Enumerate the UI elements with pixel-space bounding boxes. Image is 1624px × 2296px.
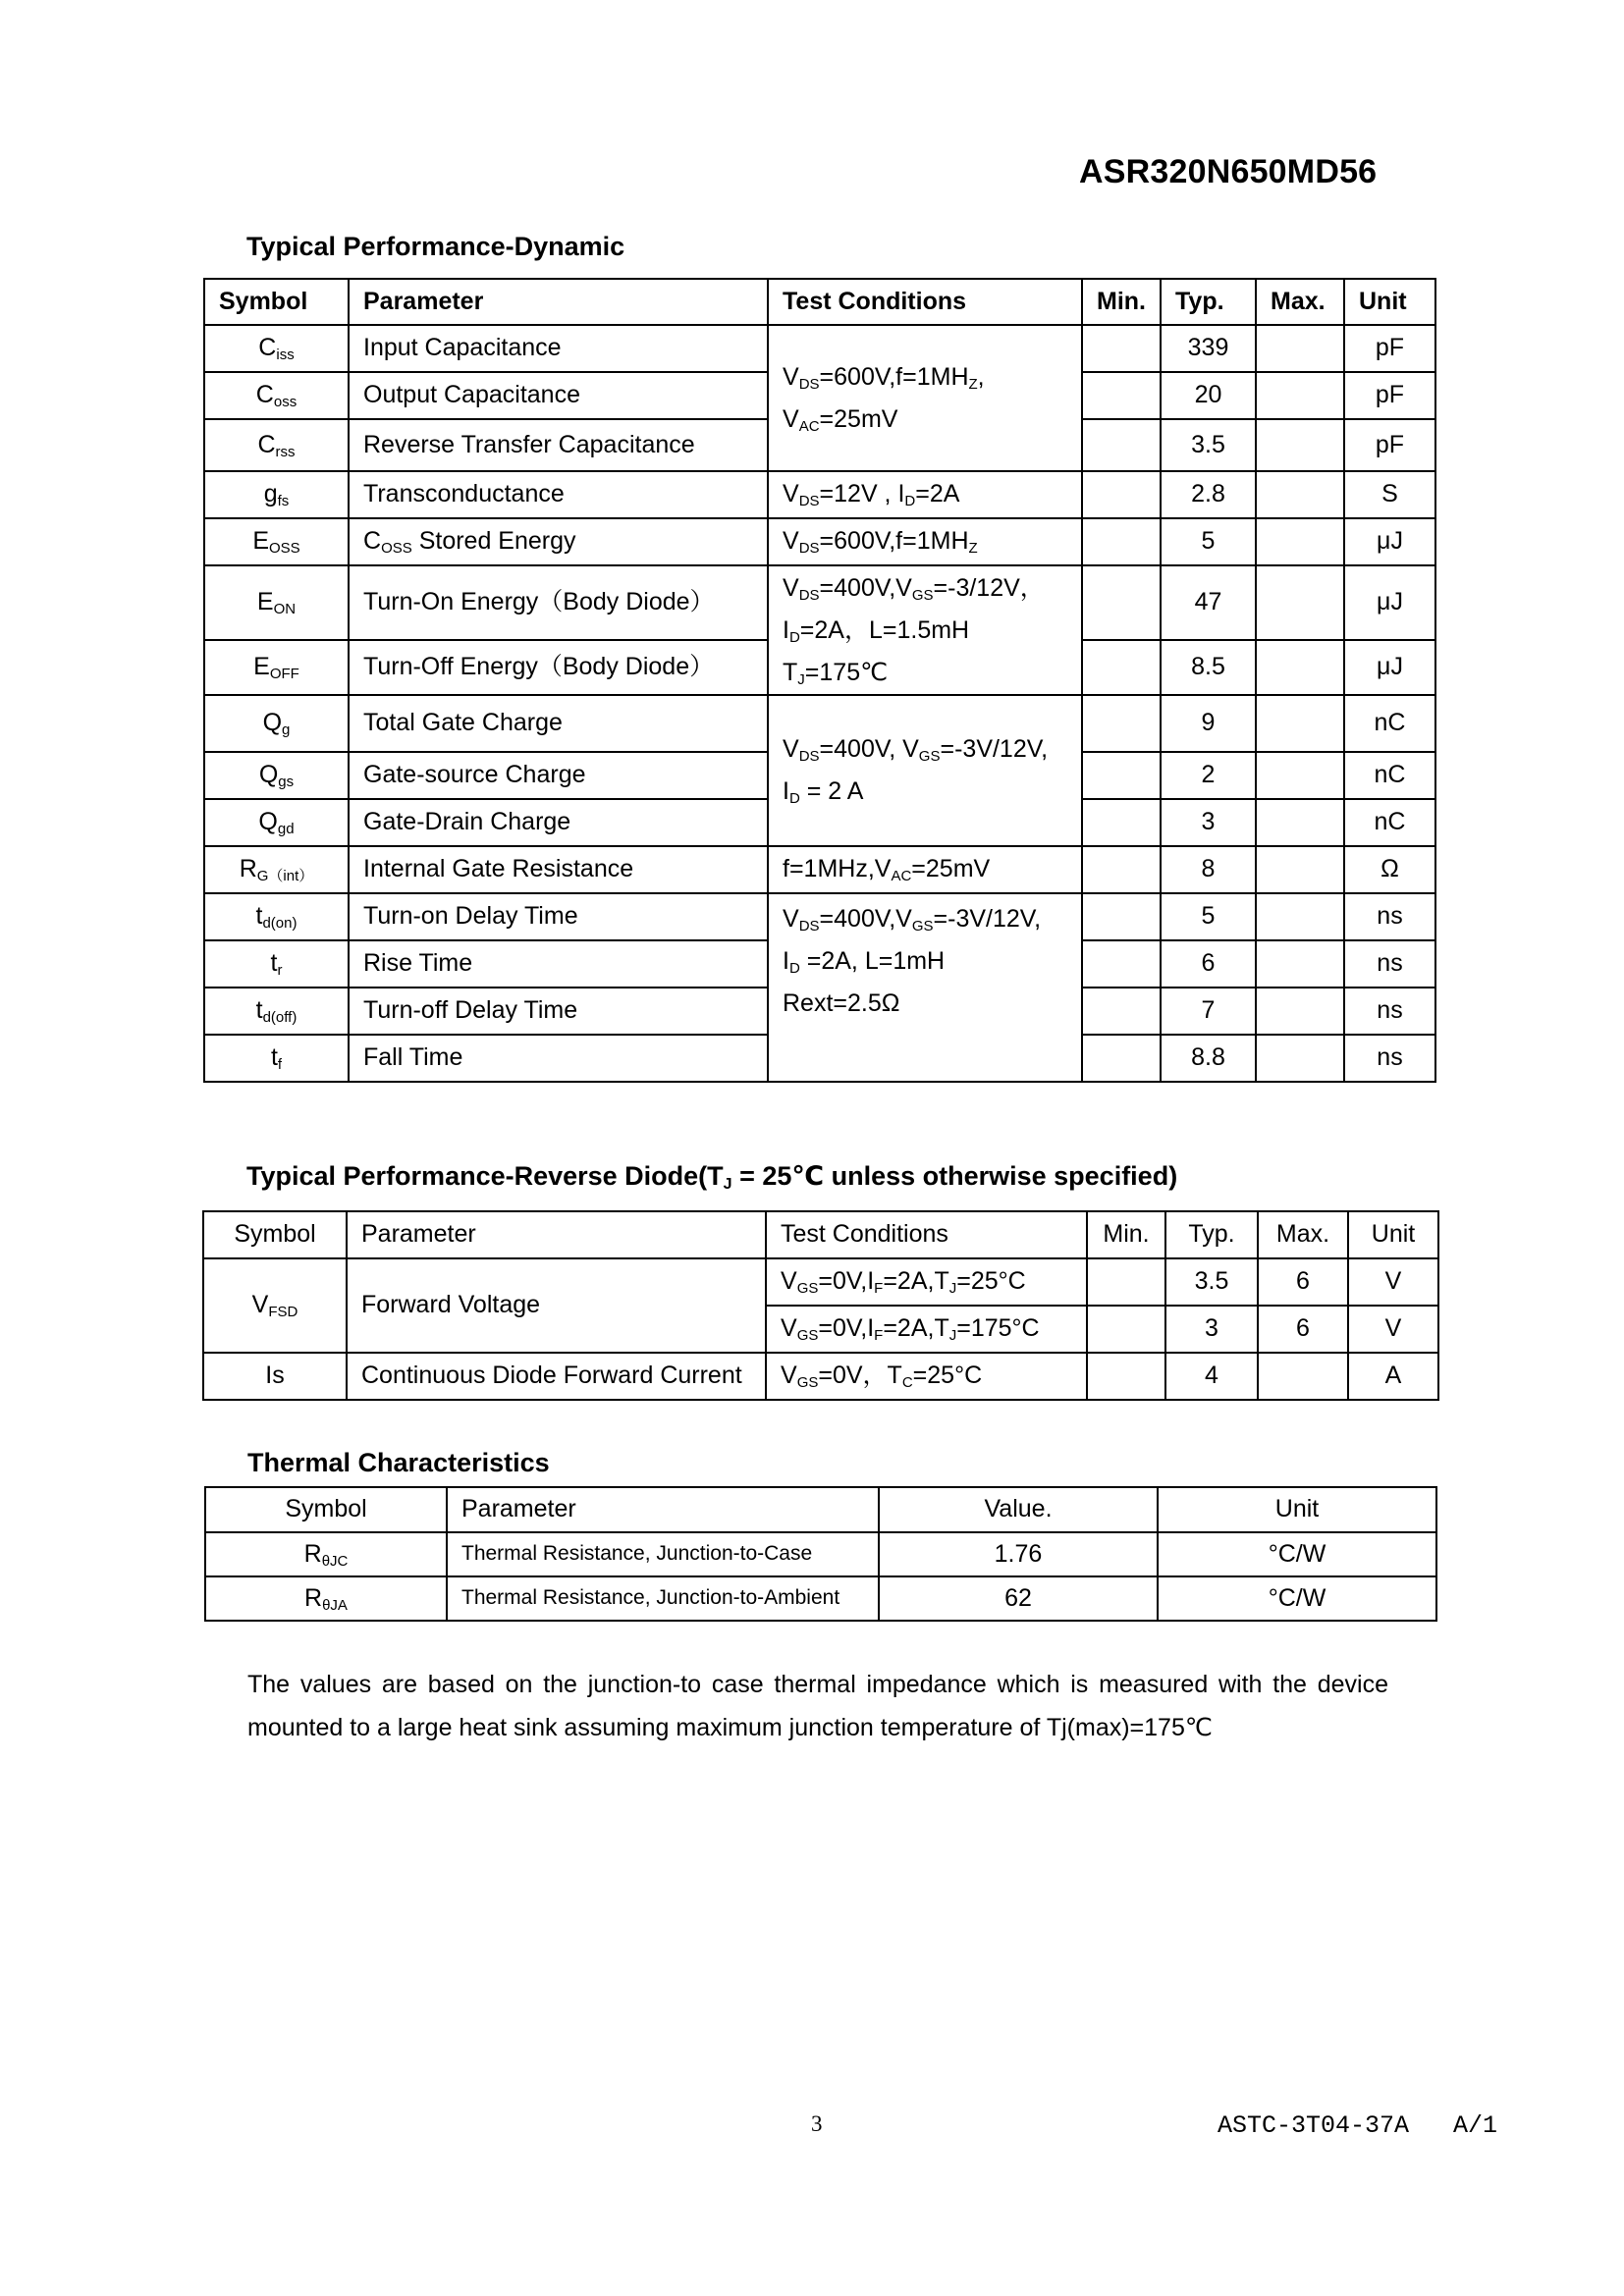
max-cell: 6 — [1258, 1306, 1348, 1353]
symbol-cell: Is — [203, 1353, 347, 1400]
test-conditions-cell: $V_{DS}=400V,V_{GS}=-3/12V$， $I_D=2A$，L=1.5mH $T_J=175℃$ — [768, 565, 1082, 695]
table-header-row — [203, 1211, 1438, 1258]
col-header: Parameter — [447, 1487, 879, 1532]
max-cell — [1256, 799, 1344, 846]
unit-cell: nC — [1344, 799, 1435, 846]
unit-cell: μJ — [1344, 518, 1435, 565]
parameter-cell: Fall Time — [349, 1035, 768, 1082]
test-conditions-cell: $V_{DS}=400V,V_{GS}=-3V/12V$, $I_D =2A$, L=1mH Rext=2.5Ω — [768, 893, 1082, 1082]
max-cell — [1256, 988, 1344, 1035]
table-header-row — [204, 279, 1435, 325]
test-conditions-cell: $V_{GS}=0V,I_F=2A,T_J=25^\circ C$ — [766, 1258, 1087, 1306]
unit-cell: pF — [1344, 372, 1435, 419]
table-row — [204, 518, 1435, 565]
typ-cell: 339 — [1161, 325, 1256, 372]
table-row — [203, 1353, 1438, 1400]
min-cell — [1082, 565, 1161, 640]
parameter-cell: $C_{OSS}$ Stored Energy — [349, 518, 768, 565]
min-cell — [1082, 988, 1161, 1035]
max-cell — [1256, 419, 1344, 471]
parameter-cell: Thermal Resistance, Junction-to-Ambient — [447, 1576, 879, 1621]
col-header: Parameter — [347, 1211, 766, 1258]
parameter-cell: Output Capacitance — [349, 372, 768, 419]
reverse-diode-table — [202, 1210, 1439, 1401]
min-cell — [1082, 799, 1161, 846]
min-cell — [1082, 695, 1161, 752]
section-title-thermal: Thermal Characteristics — [247, 1448, 550, 1477]
typ-cell: 6 — [1161, 940, 1256, 988]
test-conditions-cell: $V_{DS}=12V$ , $I_D=2A$ — [768, 471, 1082, 518]
min-cell — [1082, 640, 1161, 695]
unit-cell: nC — [1344, 752, 1435, 799]
symbol-cell: $R_{G(int)}$ — [204, 846, 349, 893]
parameter-cell: Turn-Off Energy（Body Diode） — [349, 640, 768, 695]
unit-cell: S — [1344, 471, 1435, 518]
typ-cell: 4 — [1165, 1353, 1258, 1400]
col-header: Max. — [1258, 1211, 1348, 1258]
parameter-cell: Turn-on Delay Time — [349, 893, 768, 940]
value-cell: 62 — [879, 1576, 1158, 1621]
test-conditions-cell: $V_{DS}=600V,f=1MH_Z$, $V_{AC}=25mV$ — [768, 325, 1082, 471]
thermal-note: The values are based on the junction-to case thermal impedance which is measured with the device mounted to a large heat sink assuming maximum junction temperature of Tj(max)=175℃ — [247, 1671, 1388, 1741]
min-cell — [1082, 471, 1161, 518]
parameter-cell: Input Capacitance — [349, 325, 768, 372]
max-cell — [1256, 695, 1344, 752]
table-row — [204, 325, 1435, 372]
min-cell — [1082, 846, 1161, 893]
max-cell: 6 — [1258, 1258, 1348, 1306]
unit-cell: nC — [1344, 695, 1435, 752]
test-conditions-cell: $V_{DS}=400V$, $V_{GS}=-3V/12V$, $I_D = 2$ A — [768, 695, 1082, 846]
max-cell — [1258, 1353, 1348, 1400]
table-row — [205, 1576, 1436, 1621]
col-header: Symbol — [203, 1211, 347, 1258]
symbol-cell: $Q_g$ — [204, 695, 349, 752]
parameter-cell: Thermal Resistance, Junction-to-Case — [447, 1532, 879, 1576]
col-header: Symbol — [205, 1487, 447, 1532]
min-cell — [1087, 1306, 1165, 1353]
test-conditions-cell: $V_{GS}=0V,I_F=2A,T_J=175^\circ C$ — [766, 1306, 1087, 1353]
unit-cell: Ω — [1344, 846, 1435, 893]
symbol-cell: $t_r$ — [204, 940, 349, 988]
typ-cell: 5 — [1161, 518, 1256, 565]
parameter-cell: Turn-off Delay Time — [349, 988, 768, 1035]
parameter-cell: Rise Time — [349, 940, 768, 988]
col-header: Parameter — [349, 279, 768, 325]
col-header: Test Conditions — [766, 1211, 1087, 1258]
col-header: Test Conditions — [768, 279, 1082, 325]
symbol-cell: $t_{d(on)}$ — [204, 893, 349, 940]
symbol-cell: $C_{iss}$ — [204, 325, 349, 372]
unit-cell: V — [1348, 1258, 1438, 1306]
unit-cell: μJ — [1344, 565, 1435, 640]
parameter-cell: Internal Gate Resistance — [349, 846, 768, 893]
unit-cell: pF — [1344, 419, 1435, 471]
max-cell — [1256, 565, 1344, 640]
parameter-cell: Gate-source Charge — [349, 752, 768, 799]
min-cell — [1082, 325, 1161, 372]
unit-cell: °C/W — [1158, 1576, 1436, 1621]
table-row — [204, 846, 1435, 893]
min-cell — [1082, 419, 1161, 471]
parameter-cell: Gate-Drain Charge — [349, 799, 768, 846]
test-conditions-cell: $V_{DS}=600V,f=1MH_Z$ — [768, 518, 1082, 565]
typ-cell: 8 — [1161, 846, 1256, 893]
max-cell — [1256, 518, 1344, 565]
part-number-title: ASR320N650MD56 — [1079, 153, 1378, 190]
typ-cell: 8.5 — [1161, 640, 1256, 695]
symbol-cell: $E_{ON}$ — [204, 565, 349, 640]
min-cell — [1082, 893, 1161, 940]
typ-cell: 2 — [1161, 752, 1256, 799]
col-header: Min. — [1082, 279, 1161, 325]
unit-cell: ns — [1344, 893, 1435, 940]
symbol-cell: $E_{OSS}$ — [204, 518, 349, 565]
symbol-cell: $V_{FSD}$ — [203, 1258, 347, 1353]
min-cell — [1082, 372, 1161, 419]
parameter-cell: Continuous Diode Forward Current — [347, 1353, 766, 1400]
symbol-cell: $E_{OFF}$ — [204, 640, 349, 695]
min-cell — [1087, 1258, 1165, 1306]
max-cell — [1256, 372, 1344, 419]
typ-cell: 8.8 — [1161, 1035, 1256, 1082]
unit-cell: ns — [1344, 1035, 1435, 1082]
section-title-dynamic: Typical Performance-Dynamic — [246, 232, 625, 261]
typ-cell: 47 — [1161, 565, 1256, 640]
max-cell — [1256, 325, 1344, 372]
min-cell — [1082, 940, 1161, 988]
symbol-cell: $R_{\theta JC}$ — [205, 1532, 447, 1576]
parameter-cell: Transconductance — [349, 471, 768, 518]
symbol-cell: $C_{rss}$ — [204, 419, 349, 471]
max-cell — [1256, 471, 1344, 518]
symbol-cell: $t_f$ — [204, 1035, 349, 1082]
typ-cell: 5 — [1161, 893, 1256, 940]
min-cell — [1087, 1353, 1165, 1400]
unit-cell: ns — [1344, 940, 1435, 988]
document-id: ASTC-3T04-37A A/1 — [1218, 2111, 1498, 2140]
symbol-cell: $C_{oss}$ — [204, 372, 349, 419]
unit-cell: ns — [1344, 988, 1435, 1035]
symbol-cell: $g_{fs}$ — [204, 471, 349, 518]
col-header: Unit — [1348, 1211, 1438, 1258]
parameter-cell: Turn-On Energy（Body Diode） — [349, 565, 768, 640]
symbol-cell: $Q_{gs}$ — [204, 752, 349, 799]
test-conditions-cell: $V_{GS}=0V$，$T_C=25^\circ C$ — [766, 1353, 1087, 1400]
max-cell — [1256, 640, 1344, 695]
unit-cell: V — [1348, 1306, 1438, 1353]
max-cell — [1256, 893, 1344, 940]
col-header: Value. — [879, 1487, 1158, 1532]
typ-cell: 3.5 — [1165, 1258, 1258, 1306]
min-cell — [1082, 1035, 1161, 1082]
test-conditions-cell: $f=1MHz,V_{AC}=25mV$ — [768, 846, 1082, 893]
min-cell — [1082, 518, 1161, 565]
col-header: Min. — [1087, 1211, 1165, 1258]
table-row — [204, 565, 1435, 640]
col-header: Unit — [1158, 1487, 1436, 1532]
typ-cell: 7 — [1161, 988, 1256, 1035]
table-row — [204, 471, 1435, 518]
unit-cell: μJ — [1344, 640, 1435, 695]
min-cell — [1082, 752, 1161, 799]
col-header: Typ. — [1161, 279, 1256, 325]
max-cell — [1256, 1035, 1344, 1082]
typ-cell: 2.8 — [1161, 471, 1256, 518]
max-cell — [1256, 752, 1344, 799]
typ-cell: 3.5 — [1161, 419, 1256, 471]
table-header-row — [205, 1487, 1436, 1532]
thermal-table — [204, 1486, 1437, 1622]
unit-cell: °C/W — [1158, 1532, 1436, 1576]
parameter-cell: Forward Voltage — [347, 1258, 766, 1353]
dynamic-table — [203, 278, 1436, 1083]
typ-cell: 20 — [1161, 372, 1256, 419]
symbol-cell: $t_{d(off)}$ — [204, 988, 349, 1035]
col-header: Symbol — [204, 279, 349, 325]
max-cell — [1256, 940, 1344, 988]
col-header: Unit — [1344, 279, 1435, 325]
typ-cell: 9 — [1161, 695, 1256, 752]
page-number: 3 — [811, 2111, 823, 2136]
typ-cell: 3 — [1165, 1306, 1258, 1353]
parameter-cell: Reverse Transfer Capacitance — [349, 419, 768, 471]
symbol-cell: $R_{\theta JA}$ — [205, 1576, 447, 1621]
col-header: Max. — [1256, 279, 1344, 325]
table-row — [203, 1258, 1438, 1306]
typ-cell: 3 — [1161, 799, 1256, 846]
table-row — [204, 695, 1435, 752]
max-cell — [1256, 846, 1344, 893]
table-row — [204, 893, 1435, 940]
value-cell: 1.76 — [879, 1532, 1158, 1576]
table-row — [205, 1532, 1436, 1576]
unit-cell: pF — [1344, 325, 1435, 372]
section-title-reverse-diode: Typical Performance-Reverse $Diode(T_J$ = 25℃ unless otherwise specified) — [246, 1161, 1178, 1193]
unit-cell: A — [1348, 1353, 1438, 1400]
symbol-cell: $Q_{gd}$ — [204, 799, 349, 846]
parameter-cell: Total Gate Charge — [349, 695, 768, 752]
col-header: Typ. — [1165, 1211, 1258, 1258]
